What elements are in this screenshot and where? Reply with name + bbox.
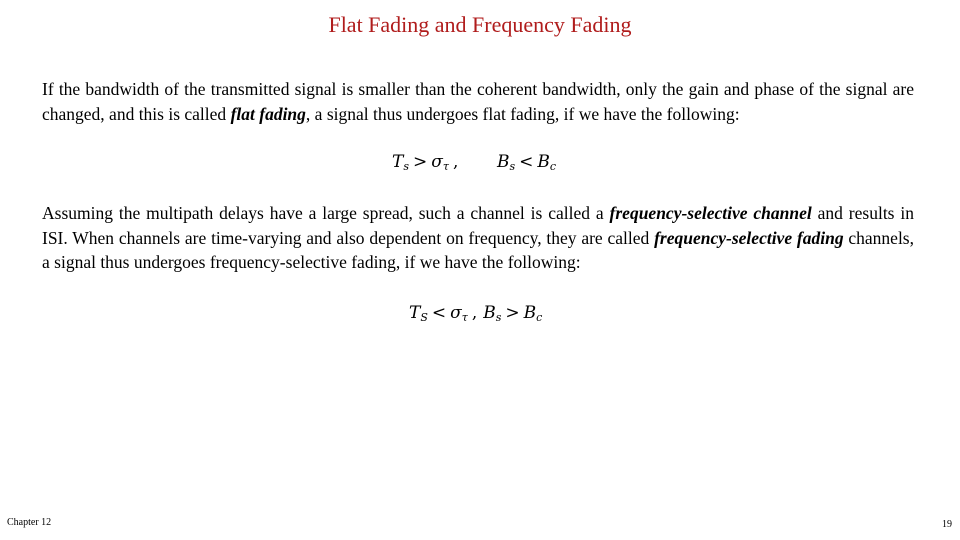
footer-chapter: Chapter 12: [7, 517, 52, 528]
eq2-ts: T: [409, 303, 421, 323]
eq2-ts-sub: S: [420, 311, 428, 324]
eq1-bs-sub: s: [509, 160, 516, 173]
eq2-sigma-sub: τ: [461, 311, 468, 324]
eq1-sigma: σ: [431, 152, 443, 172]
flat-fading-condition-bandwidth: [497, 152, 556, 173]
page-number: 19: [942, 519, 952, 530]
eq1-ts-sub: s: [403, 160, 409, 173]
p1-text-2: , a signal thus undergoes flat fading, if we have the following:: [305, 103, 740, 124]
p1-text-1: If the bandwidth of the transmitted signal is smaller than the coherent bandwidth, only the gain and phase of the signal are changed, and this is called: [42, 79, 914, 124]
eq2-sigma: σ: [450, 303, 462, 323]
p2-term-fs-fading: frequency-selective fading: [654, 227, 844, 248]
eq1-bc-sub: c: [549, 160, 557, 173]
eq1-sigma-sub: τ: [442, 160, 449, 173]
flat-fading-condition-time: [392, 152, 458, 173]
p2-text-3: channels, a signal thus undergoes frequency-selective fading, if we have the following:: [42, 227, 914, 272]
eq2-gt: >: [505, 303, 520, 323]
p1-term-flat-fading: flat fading: [230, 103, 306, 124]
eq2-bc-sub: c: [536, 311, 543, 324]
p2-term-fs-channel: frequency-selective channel: [609, 203, 812, 223]
eq2-bs-sub: s: [495, 311, 502, 324]
eq2-bs: B: [483, 303, 496, 323]
eq1-comma: ,: [452, 152, 459, 172]
eq2-bc: B: [523, 303, 537, 323]
p2-text-1: Assuming the multipath delays have a large spread, such a channel is called a: [42, 203, 610, 223]
eq1-bs: B: [497, 152, 510, 172]
frequency-selective-condition: [409, 303, 542, 324]
eq1-ts: T: [392, 152, 404, 172]
p2-text-2: and results in ISI. When channels are time-varying and also dependent on frequency, they are called: [42, 203, 914, 248]
eq1-lt: <: [519, 152, 534, 172]
eq1-bc: B: [537, 152, 550, 172]
eq2-comma: ,: [471, 303, 478, 323]
eq2-lt: <: [431, 303, 447, 323]
frequency-selective-paragraph: [42, 201, 914, 275]
slide-title: Flat Fading and Frequency Fading: [328, 12, 632, 37]
eq1-gt: >: [413, 152, 428, 172]
flat-fading-paragraph: [42, 77, 914, 126]
